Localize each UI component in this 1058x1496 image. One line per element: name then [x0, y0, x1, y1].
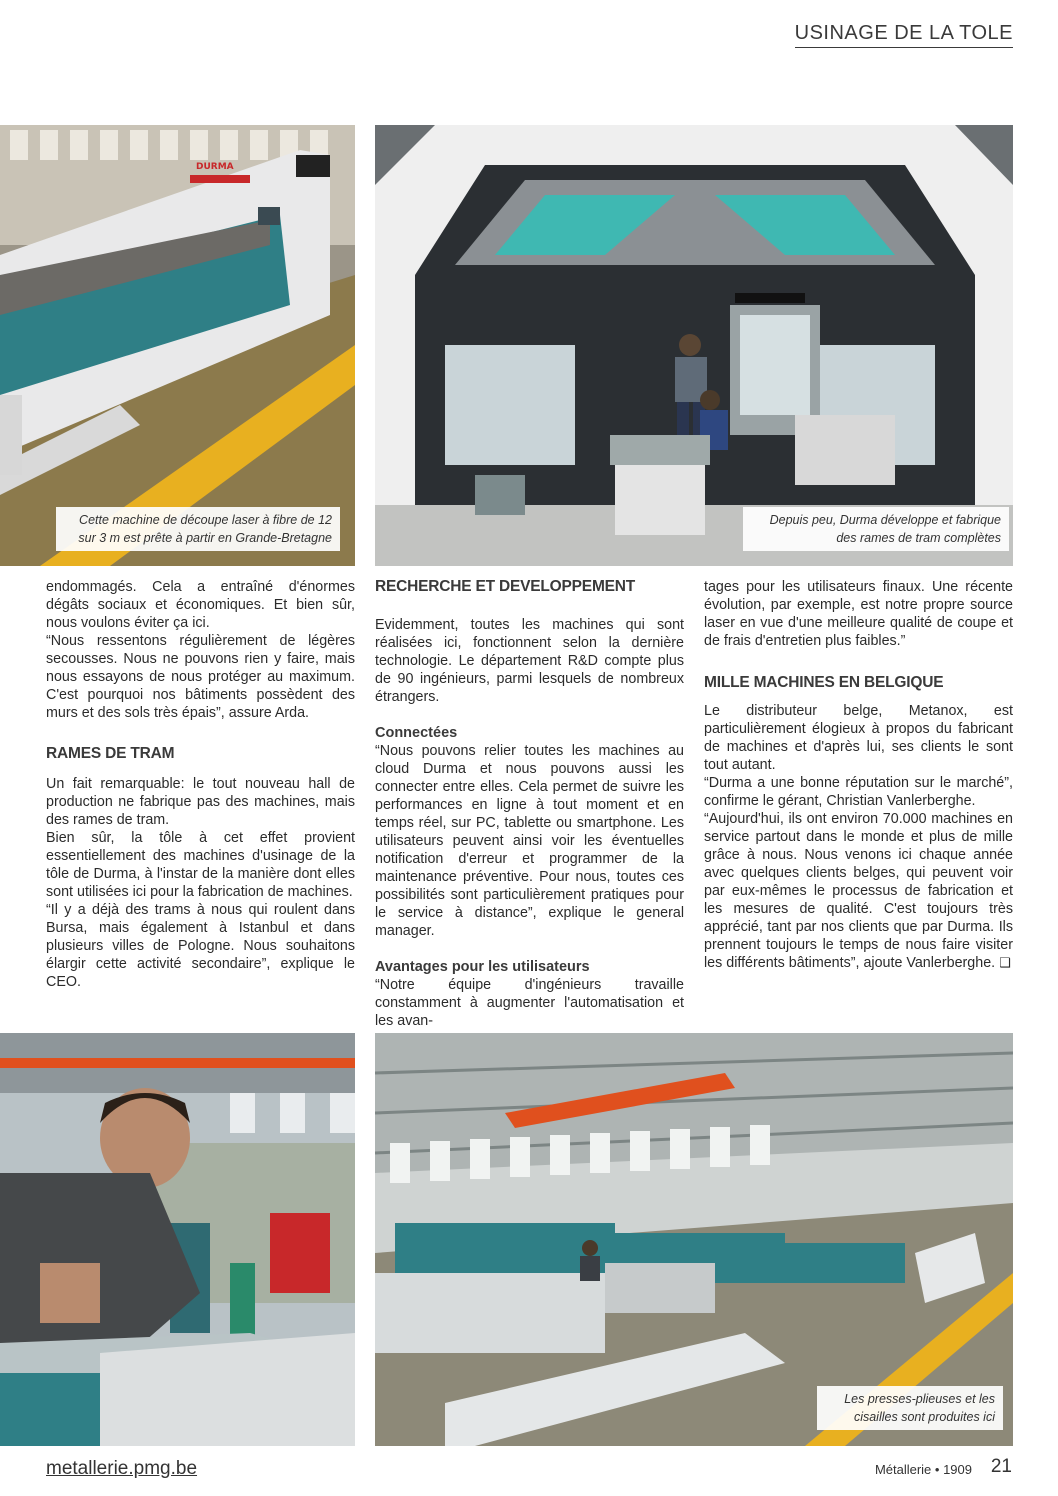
- paragraph: “Durma a une bonne réputation sur le marché”, confirme le gérant, Christian Vanlerberghe.: [704, 775, 1013, 809]
- heading-avantages: Avantages pour les utilisateurs: [375, 959, 590, 975]
- worker-photo: [0, 1033, 355, 1446]
- article-column-2: [375, 578, 684, 1030]
- article-column-3: [704, 578, 1013, 973]
- tram-interior-caption: Depuis peu, Durma développe et fabrique des rames de tram complètes: [743, 507, 1009, 551]
- paragraph: [704, 810, 1013, 973]
- laser-machine-caption: Cette machine de découpe laser à fibre de 12 sur 3 m est prête à partir en Grande-Bretagne: [56, 507, 340, 551]
- paragraph-text: “Aujourd'hui, ils ont environ 70.000 machines en service partout dans le monde et plus de mille grâce à nous. Nous venons ici chaque année avec quelques clients belges, qui peuvent voir par eux-mêmes le processus de fabrication et les mesures de qualité. C'est toujours très apprécié, tant par nos clients que par Durma. Ils prennent toujours le temps de nous faire visiter les différents bâtiments”, ajoute Vanlerberghe.: [704, 811, 1013, 971]
- heading-connectees: Connectées: [375, 725, 458, 741]
- paragraph: “Nous ressentons régulièrement de légères secousses. Nous ne pouvons rien y faire, mais nous essayons de nous protéger au maximum. C'est pourquoi nos bâtiments possèdent des murs et des sols très épais”, assure Arda.: [46, 633, 355, 721]
- factory-hall-photo: [375, 1033, 1013, 1446]
- page-number: 21: [990, 1456, 1012, 1477]
- factory-hall-caption: Les presses-plieuses et les cisailles sont produites ici: [817, 1386, 1003, 1430]
- durma-logo: DURMA: [196, 162, 234, 172]
- paragraph: “Nous pouvons relier toutes les machines au cloud Durma et nous pouvons aussi les connecter entre elles. Cela permet de suivre les performances en ligne à tout moment et en temps réel, sur PC, tablette ou smartphone. Les utilisateurs peuvent ainsi voir les éventuelles notification d'erreur et programmer de la maintenance préventive. Pour nous, toutes ces possibilités sont particulièrement pratiques pour le service à distance”, explique le general manager.: [375, 743, 684, 939]
- paragraph: Le distributeur belge, Metanox, est particulièrement élogieux à propos du fabricant de machines et d'après lui, ses clients le sont tout autant.: [704, 703, 1013, 773]
- heading-mille-machines: MILLE MACHINES EN BELGIQUE: [704, 674, 944, 691]
- article-column-1: [46, 578, 355, 991]
- heading-recherche: RECHERCHE ET DEVELOPPEMENT: [375, 578, 636, 595]
- paragraph: Evidemment, toutes les machines qui sont réalisées ici, fonctionnent selon la dernière technologie. Le département R&D compte plus de 90 ingénieurs, parmi lesquels de nombreux étrangers.: [375, 617, 684, 705]
- magazine-issue: Métallerie • 1909: [874, 1462, 972, 1477]
- website-link[interactable]: metallerie.pmg.be: [46, 1458, 198, 1479]
- paragraph: “Notre équipe d'ingénieurs travaille constamment à augmenter l'automatisation et les avan-: [375, 977, 684, 1029]
- paragraph: endommagés. Cela a entraîné d'énormes dégâts sociaux et économiques. Et bien sûr, nous voulons éviter ça ici.: [46, 579, 355, 631]
- section-title: USINAGE DE LA TOLE: [795, 22, 1013, 48]
- paragraph: tages pour les utilisateurs finaux. Une récente évolution, par exemple, est notre propre source laser en vue d'une meilleure qualité de coupe et de frais d'entretien plus faibles.”: [704, 579, 1013, 649]
- end-of-article-icon: ❑: [999, 956, 1011, 971]
- paragraph: Un fait remarquable: le tout nouveau hall de production ne fabrique pas des machines, mais des rames de tram.: [46, 776, 355, 828]
- tram-interior-photo: [375, 125, 1013, 566]
- laser-machine-photo: [0, 125, 355, 566]
- paragraph: Bien sûr, la tôle à cet effet provient essentiellement des machines d'usinage de la tôle de Durma, à l'instar de la manière dont elles sont utilisées ici pour la fabrication de machines.: [46, 830, 355, 900]
- heading-rames-de-tram: RAMES DE TRAM: [46, 745, 175, 762]
- paragraph: “Il y a déjà des trams à nous qui roulent dans Bursa, mais également à Istanbul et dans plusieurs villes de Pologne. Nous souhaitons élargir cette activité secondaire”, explique le CEO.: [46, 902, 355, 990]
